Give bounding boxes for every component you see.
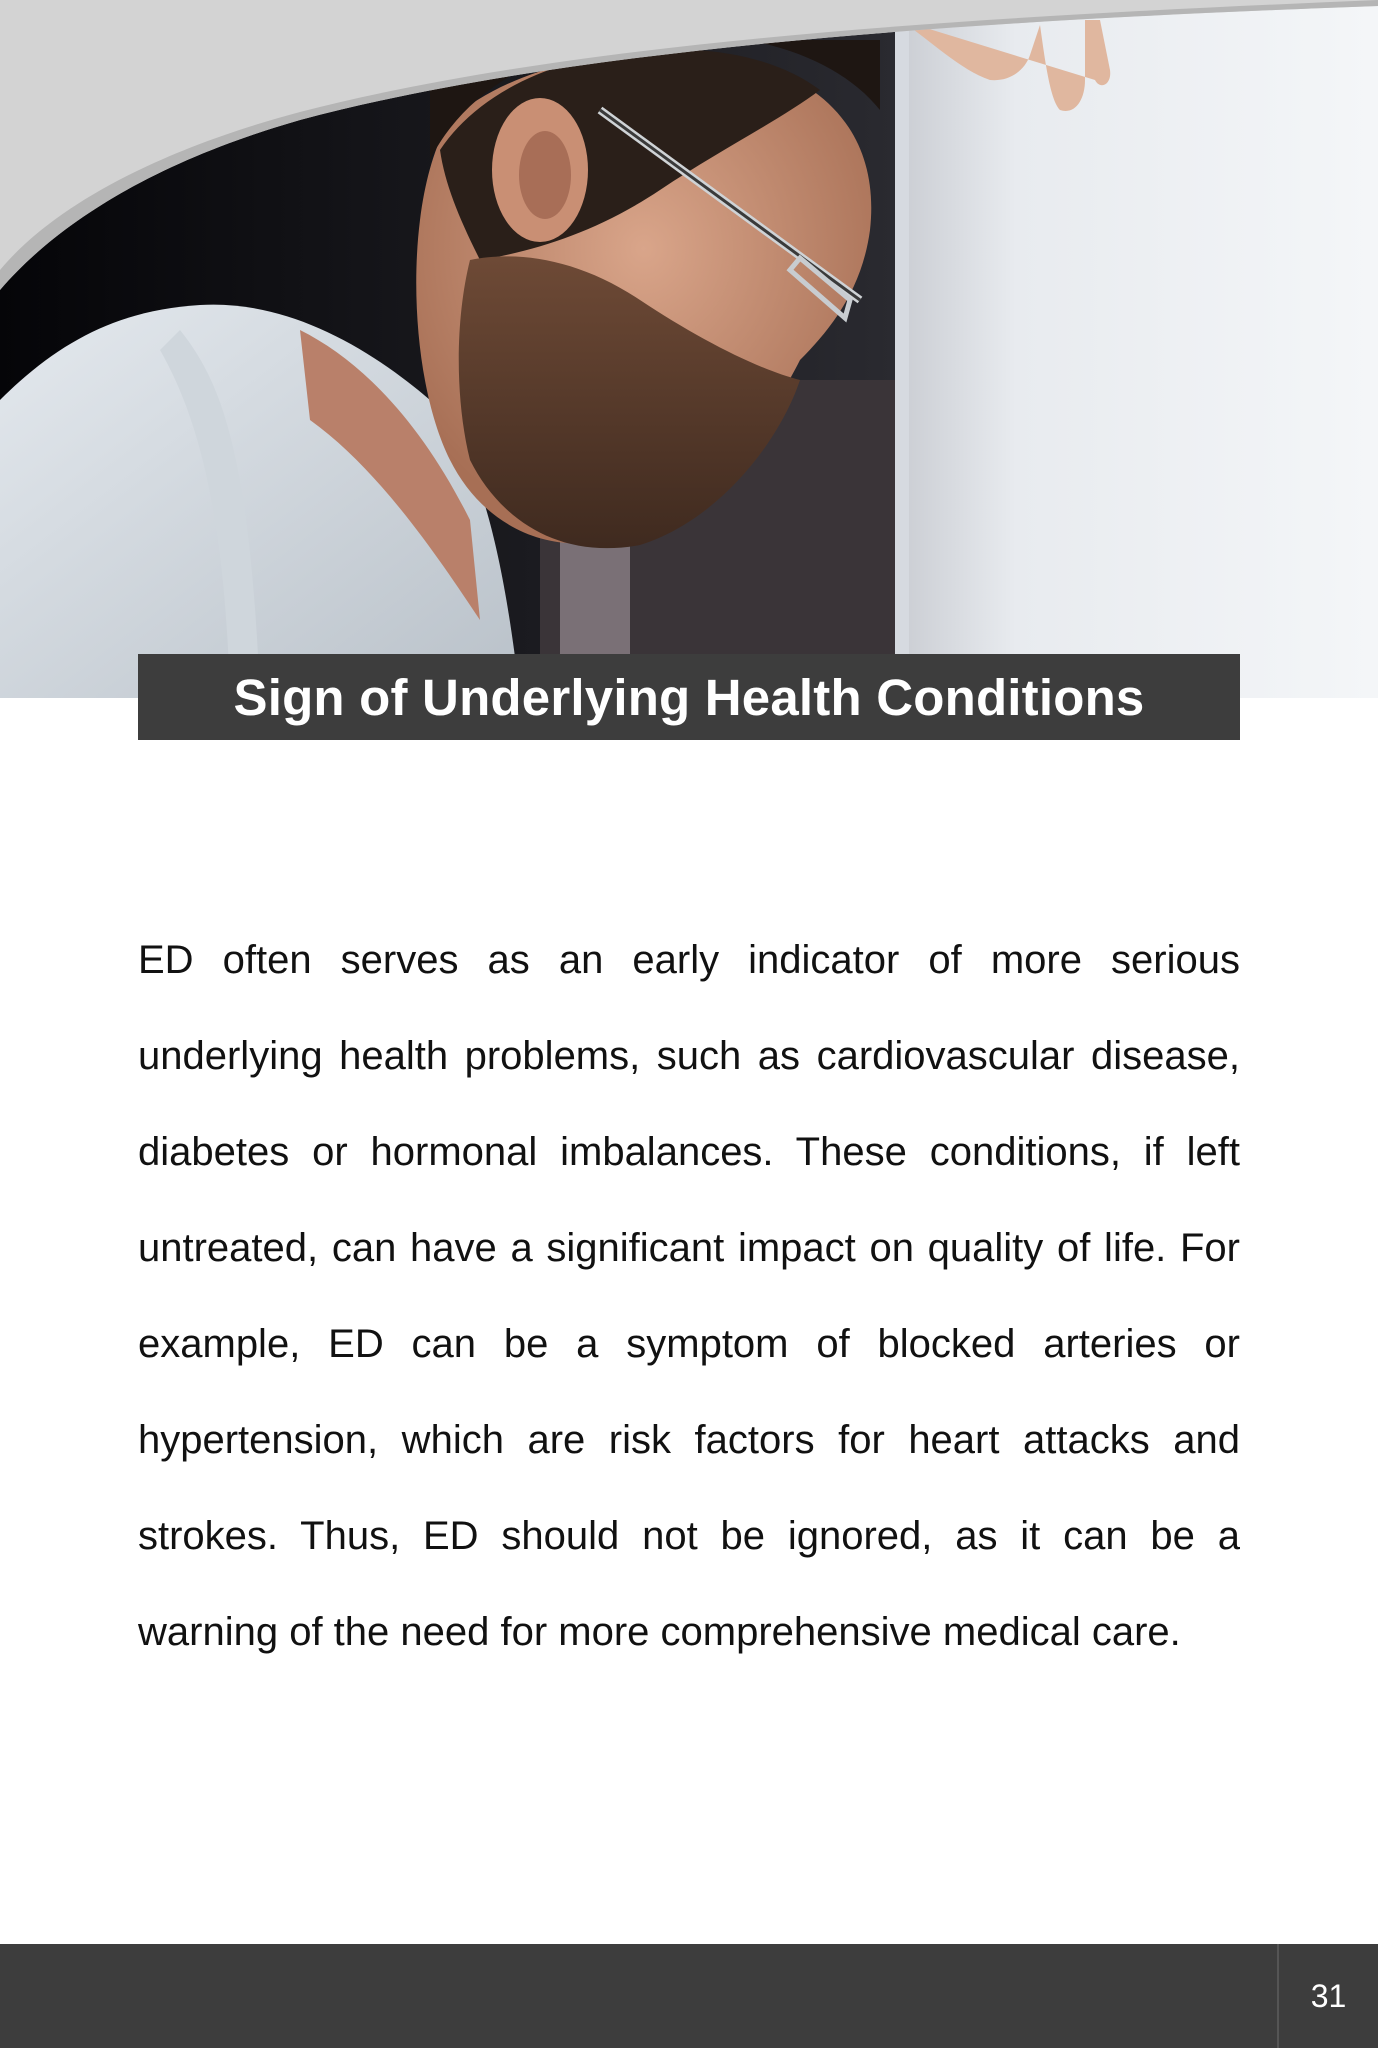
page-title: Sign of Underlying Health Conditions [233, 668, 1145, 726]
page-number-box [1277, 1944, 1378, 2048]
body-paragraph: ED often serves as an early indicator of more serious underlying health problems, such as cardiovascular disease, diabetes or hormonal imbalances. These conditions, if left untreated, can have a significant impact on quality of life. For example, ED can be a symptom of blocked arteries or hypertension, which are risk factors for heart attacks and strokes. Thus, ED should not be ignored, as it can be a warning of the need for more comprehensive medical care. [138, 938, 1240, 1654]
header-photo [0, 0, 1378, 698]
title-banner [138, 654, 1240, 740]
page-number: 31 [1310, 1977, 1347, 2014]
footer-bar [0, 1944, 1378, 2048]
